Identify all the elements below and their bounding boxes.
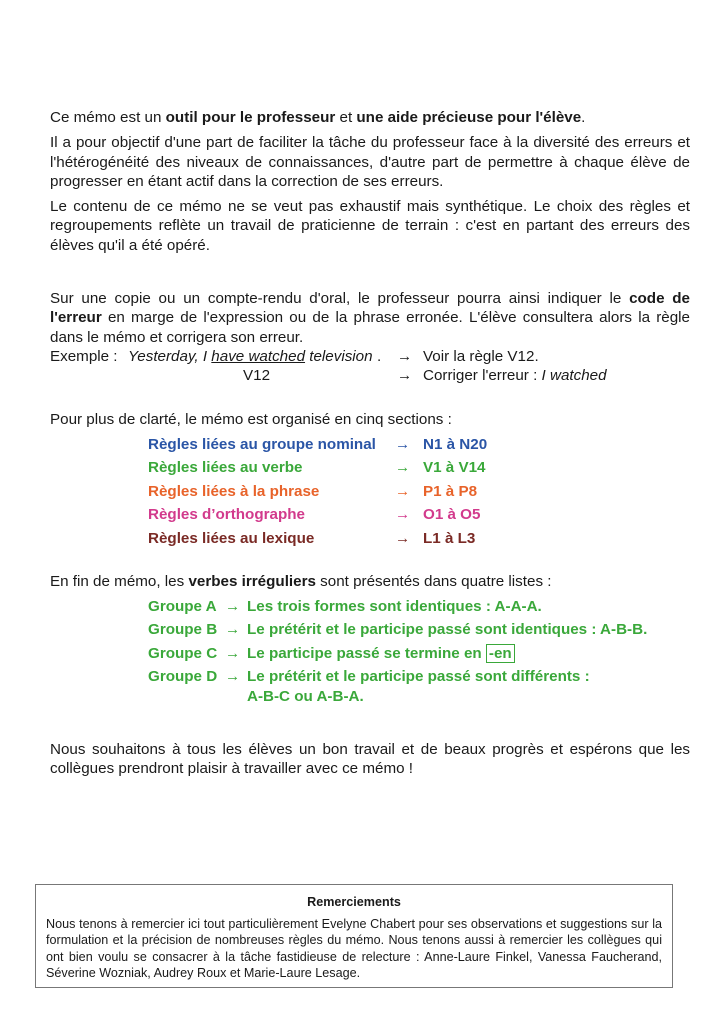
section-row <box>148 458 690 482</box>
arrow-icon: → <box>397 347 413 365</box>
intro-paragraph-2: Il a pour objectif d'une part de faciliter la tâche du professeur face à la diversité des erreurs et l'hétérogénéité des niveaux de connaissances, d'autre part de permettre à chaque élève de progresser en étant actif dans la correction de ses erreurs. <box>50 134 690 190</box>
example-row-2 <box>50 366 690 385</box>
verb-group-row <box>148 667 690 691</box>
verb-group-name: Groupe B <box>148 621 218 639</box>
example-step-1: Voir la règle V12. <box>423 347 539 365</box>
boxed-suffix: -en <box>486 644 515 663</box>
section-label: Règles liées à la phrase <box>148 482 320 500</box>
intro-paragraph-3: Le contenu de ce mémo ne se veut pas exhaustif mais synthétique. Le choix des règles et regroupements reflète un travail de praticienne de terrain : c'est en partant des erreurs des élèves qu'il a été opéré. <box>50 198 690 254</box>
section-label: Règles liées au groupe nominal <box>148 435 376 453</box>
example-block <box>50 347 690 386</box>
section-row <box>148 482 690 506</box>
section-range: N1 à N20 <box>423 435 488 453</box>
acknowledgements-box <box>35 884 673 988</box>
arrow-icon: → <box>395 435 411 453</box>
verb-group-text: Le prétérit et le participe passé sont différents : <box>247 668 590 686</box>
section-row <box>148 505 690 529</box>
verb-group-name: Groupe D <box>148 668 218 686</box>
emphasis-error-code: code de l'erreur <box>50 290 690 327</box>
section-label: Règles liées au verbe <box>148 459 303 477</box>
underlined-error: have watched <box>211 347 306 365</box>
verb-group-text: Les trois formes sont identiques : A-A-A. <box>247 597 542 615</box>
verb-group-continuation: A-B-C ou A-B-A. <box>247 687 364 705</box>
verb-group-row <box>148 644 690 668</box>
example-code: V12 <box>243 367 271 385</box>
arrow-icon: → <box>395 506 411 524</box>
arrow-icon: → <box>395 482 411 500</box>
section-label: Règles d’orthographe <box>148 506 305 524</box>
usage-paragraph: Sur une copie ou un compte-rendu d'oral, le professeur pourra ainsi indiquer le code de l'erreur en marge de l'expression ou de la phrase erronée. L'élève consultera alors la règle dans le mémo et corrigera son erreur. <box>50 290 690 346</box>
example-row-1: Exemple : Yesterday, I have watched television . → Voir la règle V12. <box>50 347 539 365</box>
section-range: O1 à O5 <box>423 506 481 524</box>
emphasis-teacher-tool: outil pour le professeur <box>165 109 336 126</box>
section-range: P1 à P8 <box>423 482 478 500</box>
section-row <box>148 435 690 459</box>
section-range: V1 à V14 <box>423 459 486 477</box>
arrow-icon: → <box>397 367 413 385</box>
verb-group-name: Groupe A <box>148 597 217 615</box>
section-row <box>148 529 690 553</box>
verbs-intro: En fin de mémo, les verbes irréguliers sont présentés dans quatre listes : <box>50 573 552 591</box>
arrow-icon: → <box>395 529 411 547</box>
emphasis-student-aid: une aide précieuse pour l'élève <box>356 109 582 126</box>
memo-page <box>50 108 690 778</box>
sections-list <box>148 435 690 553</box>
intro-paragraph-1: Ce mémo est un outil pour le professeur et une aide précieuse pour l'élève. <box>50 109 586 126</box>
closing-paragraph: Nous souhaitons à tous les élèves un bon travail et de beaux progrès et espérons que les collègues prendront plaisir à travailler avec ce mémo ! <box>50 740 690 777</box>
section-label: Règles liées au lexique <box>148 529 315 547</box>
sections-intro: Pour plus de clarté, le mémo est organisé en cinq sections : <box>50 410 452 428</box>
example-label: Exemple : <box>50 347 118 365</box>
arrow-icon: → <box>225 644 241 662</box>
verb-group-name: Groupe C <box>148 644 218 662</box>
acknowledgements-title: Remerciements <box>307 895 401 909</box>
section-range: L1 à L3 <box>423 529 476 547</box>
verb-groups-list <box>148 597 690 712</box>
example-sentence: Yesterday, I have watched television <box>128 347 373 365</box>
arrow-icon: → <box>225 597 241 615</box>
emphasis-irregular-verbs: verbes irréguliers <box>188 573 316 591</box>
arrow-icon: → <box>225 621 241 639</box>
arrow-icon: → <box>395 459 411 477</box>
verb-group-text: Le prétérit et le participe passé sont identiques : A-B-B. <box>247 621 648 639</box>
example-step-2: Corriger l'erreur : I watched <box>423 367 607 385</box>
verb-group-row <box>148 620 690 644</box>
verb-group-row <box>148 597 690 621</box>
acknowledgements-body: Nous tenons à remercier ici tout particulièrement Evelyne Chabert pour ses observations et suggestions sur la formulation et la précision de nombreuses règles du mémo. Nous tenons aussi à remercier les collègues qui ont bien voulu se consacrer à la tâche fastidieuse de relecture : Anne-Laure Finkel, Vanessa Faucherand, Séverine Wozniak, Audrey Roux et Marie-Laure Lesage. <box>46 916 662 981</box>
verb-group-text: Le participe passé se termine en -en <box>247 644 515 663</box>
intro-block <box>50 108 690 255</box>
arrow-icon: → <box>225 668 241 686</box>
